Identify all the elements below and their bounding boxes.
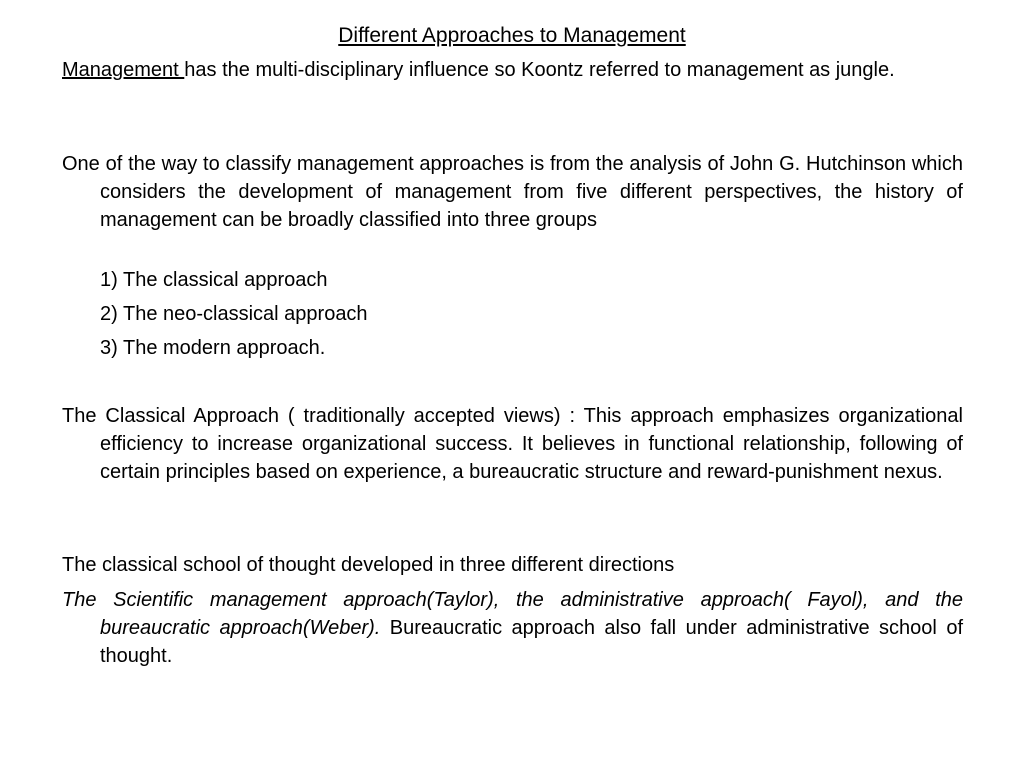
directions-paragraph [62, 586, 963, 670]
classification-paragraph: One of the way to classify management approaches is from the analysis of John G. Hutchinson which considers the development of management from five different perspectives, the history of management can be broadly classified into three groups [62, 153, 963, 231]
group-item-classical: 1) The classical approach [100, 269, 328, 291]
classical-approach-paragraph: The Classical Approach ( traditionally accepted views) : This approach emphasizes organizational efficiency to increase organizational success. It believes in functional relationship, following of certain principles based on experience, a bureaucratic structure and reward-punishment nexus. [62, 405, 963, 483]
school-of-thought-paragraph: The classical school of thought developed in three different directions [62, 554, 675, 576]
management-description: has the multi-disciplinary influence so Koontz referred to management as jungle. [184, 59, 895, 81]
directions-approaches: The Scientific management approach(Taylor), the administrative approach( Fayol), and the bureaucratic approach(Weber). [62, 589, 963, 639]
slide-title: Different Approaches to Management [338, 24, 686, 47]
directions-note: Bureaucratic approach also fall under administrative school of thought. [100, 617, 963, 667]
group-item-neo-classical: 2) The neo-classical approach [100, 303, 368, 325]
group-item-modern: 3) The modern approach. [100, 337, 326, 359]
management-paragraph [62, 56, 963, 84]
management-term: Management [62, 59, 185, 81]
